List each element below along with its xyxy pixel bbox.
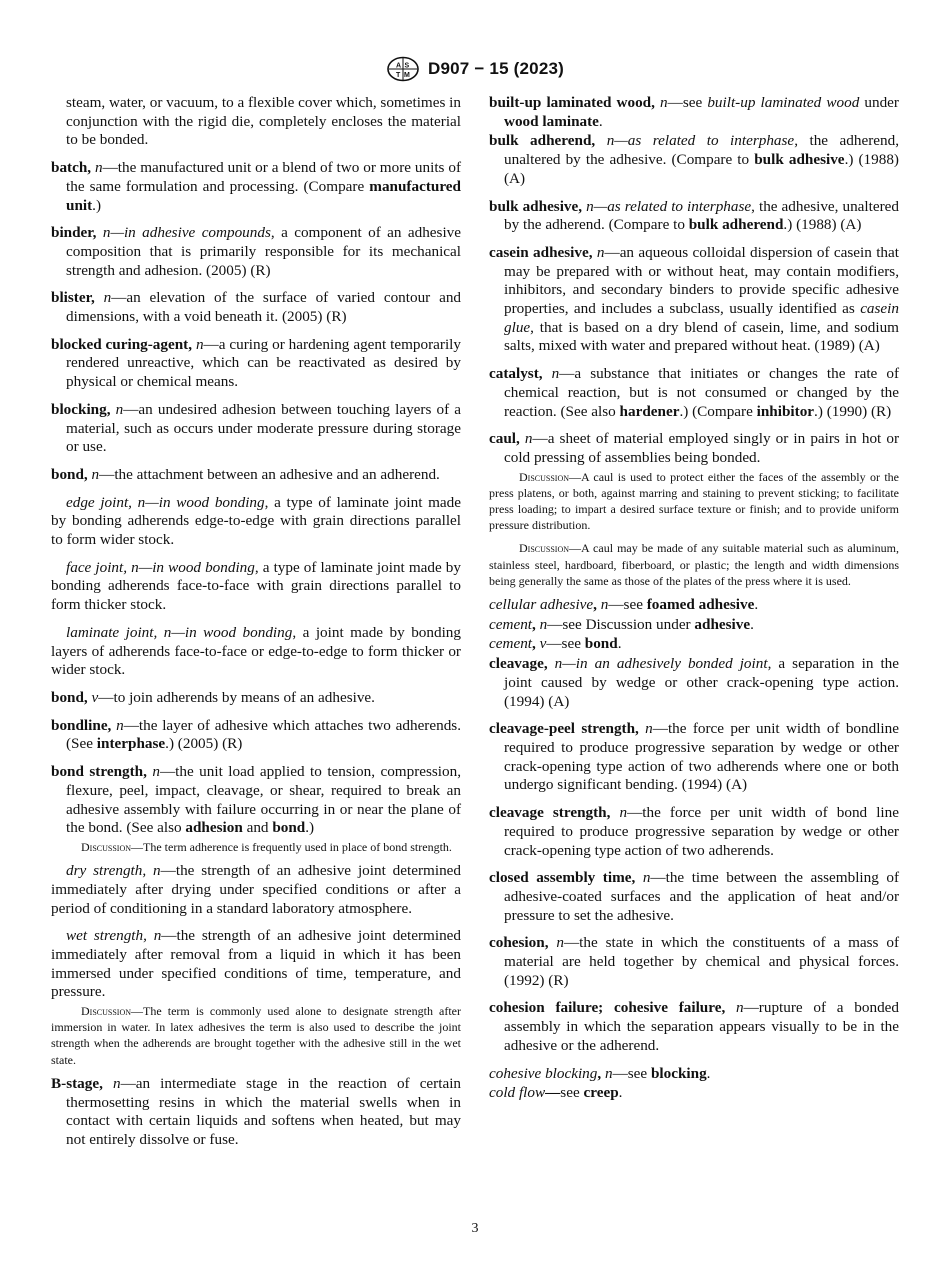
entry-binder: binder, n—in adhesive compounds, a component of an adhesive composition that is primarily responsible for its mechanical strength and adhesion. (2005) (R) <box>51 224 462 279</box>
entry-edge-joint: edge joint, n—in wood bonding, a type of laminate joint made by bonding adherends edge-to-edge with grain directions parallel to form wider stock. <box>51 493 461 549</box>
entry-bulk-adhesive: bulk adhesive, n—as related to interphase, the adhesive, unaltered by the adherend. (Compare to bulk adherend.) (1988) (A) <box>489 197 899 234</box>
svg-text:M: M <box>404 72 410 79</box>
entry-face-joint: face joint, n—in wood bonding, a type of laminate joint made by bonding adherends face-to-face with grain directions parallel to form thicker stock. <box>51 558 461 614</box>
entry-b-stage: B-stage, n—an intermediate stage in the reaction of certain thermosetting resins in which the material swells when in contact with certain liquids and softens when heated, but may not entirely dissolve or fuse. <box>51 1074 462 1148</box>
svg-text:A: A <box>396 62 402 70</box>
astm-logo-icon <box>386 56 420 82</box>
entry-cement-verb: cement, v—see bond. <box>489 635 622 653</box>
page-number: 3 <box>471 1221 479 1236</box>
entry-caul: caul, n—a sheet of material employed singly or in pairs in hot or cold pressing of assemblies being bonded. <box>489 430 900 466</box>
entry-dry-strength: dry strength, n—the strength of an adhesive joint determined immediately after drying under specified conditions or after a period of conditioning in a standard laboratory atmosphere. <box>51 862 461 917</box>
entry-cement-noun: cement, n—see Discussion under adhesive. <box>489 615 754 633</box>
entry-built-up-laminated-wood: built-up laminated wood, n—see built-up laminated wood under wood laminate. <box>489 94 899 130</box>
entry-blocked-curing-agent: blocked curing-agent, n—a curing or hardening agent temporarily rendered unreactive, which can be reactivated as desired by physical or chemical means. <box>51 335 461 391</box>
entry-bond-verb: bond, v—to join adherends by means of an adhesive. <box>51 688 375 706</box>
entry-cohesive-blocking: cohesive blocking, n—see blocking. <box>489 1064 711 1082</box>
entry-continuation: steam, water, or vacuum, to a flexible cover which, sometimes in conjunction with the rigid die, completely encloses the material to be bonded. <box>66 94 461 149</box>
svg-text:S: S <box>404 62 410 70</box>
discussion-note: Discussion—The term adherence is frequently used in place of bond strength. <box>81 839 452 854</box>
entry-wet-strength: wet strength, n—the strength of an adhesive joint determined immediately after removal from a liquid in which it has been immersed under specified conditions of time, temperature, and pressure. <box>51 927 462 1001</box>
entry-cohesion: cohesion, n—the state in which the constituents of a mass of material are held together by chemical and physical forces. (1992) (R) <box>489 934 900 989</box>
discussion-note: Discussion—The term is commonly used alone to designate strength after immersion in water. In latex adhesives the term is also used to describe the joint strength when the adherends are brought together with the adhesive still in the wet state. <box>51 1004 461 1067</box>
entry-bulk-adherend: bulk adherend, n—as related to interphase, the adherend, unaltered by the adhesive. (Compare to bulk adhesive.) (1988) (A) <box>489 132 899 187</box>
entry-cleavage: cleavage, n—in an adhesively bonded joint, a separation in the joint caused by wedge or other crack-opening type action. (1994) (A) <box>489 655 900 710</box>
entry-bondline: bondline, n—the layer of adhesive which attaches two adherends. (See interphase.) (2005) (R) <box>51 716 461 753</box>
entry-cold-flow: cold flow—see creep. <box>489 1084 623 1102</box>
entry-cleavage-peel-strength: cleavage-peel strength, n—the force per unit width of bondline required to produce progressive separation by wedge or other crack-opening type action of two adherends where one or both undergo significant bending. (1994) (A) <box>489 720 899 794</box>
discussion-note: Discussion—A caul may be made of any suitable material such as aluminum, stainless steel, hardboard, fiberboard, or plastic; the length and width dimensions being generally the same as those of the plates of the press where it is used. <box>489 541 899 588</box>
entry-catalyst: catalyst, n—a substance that initiates or changes the rate of chemical reaction, but is not consumed or changed by the reaction. (See also hardener.) (Compare inhibitor.) (1990) (R) <box>489 365 899 420</box>
entry-cohesion-failure: cohesion failure; cohesive failure, n—rupture of a bonded assembly in which the separation appears visually to be in the adhesive or the adherend. <box>489 999 899 1054</box>
page-header <box>0 56 950 82</box>
entry-batch: batch, n—the manufactured unit or a blend of two or more units of the same formulation and processing. (Compare manufactured unit.) <box>51 159 462 214</box>
entry-bond-noun: bond, n—the attachment between an adhesive and an adherend. <box>51 465 440 483</box>
right-column <box>489 94 899 1104</box>
entry-blocking: blocking, n—an undesired adhesion between touching layers of a material, such as occurs under moderate pressure during storage or use. <box>51 400 461 456</box>
entry-casein-adhesive: casein adhesive, n—an aqueous colloidal dispersion of casein that may be prepared with or without heat, may contain modifiers, inhibitors, and secondary binders to provide specific adhesive properties, and includes a subclass, usually identified as casein glue, that is based on a dry blend of casein, lime, and sodium salts, mixed with water and prepared without heat. (1989) (A) <box>489 243 899 355</box>
entry-cleavage-strength: cleavage strength, n—the force per unit width of bond line required to produce progressive separation by wedge or other crack-opening type action of two adherends. <box>489 804 899 859</box>
entry-cellular-adhesive: cellular adhesive, n—see foamed adhesive. <box>489 596 759 614</box>
svg-text:T: T <box>396 72 401 79</box>
left-column <box>51 94 461 1159</box>
entry-blister: blister, n—an elevation of the surface of varied contour and dimensions, with a void beneath it. (2005) (R) <box>51 289 462 326</box>
entry-closed-assembly-time: closed assembly time, n—the time between the assembling of adhesive-coated surfaces and the application of heat and/or pressure to set the adhesive. <box>489 869 900 924</box>
standard-designation: D907 − 15 (2023) <box>428 59 564 78</box>
entry-laminate-joint: laminate joint, n—in wood bonding, a joint made by bonding layers of adherends face-to-face or edge-to-edge to form thicker or wider stock. <box>51 623 461 679</box>
discussion-note: Discussion—A caul is used to protect either the faces of the assembly or the press platens, or both, against marring and staining to prevent sticking; to facilitate press loading; to impart a desired surface texture or finish; and to provide uniform pressure distribution. <box>489 469 899 533</box>
entry-bond-strength: bond strength, n—the unit load applied to tension, compression, flexure, peel, impact, cleavage, or shear, required to break an adhesive assembly with failure occurring in or near the plane of the bond. (See also adhesion and bond.) <box>51 763 462 837</box>
